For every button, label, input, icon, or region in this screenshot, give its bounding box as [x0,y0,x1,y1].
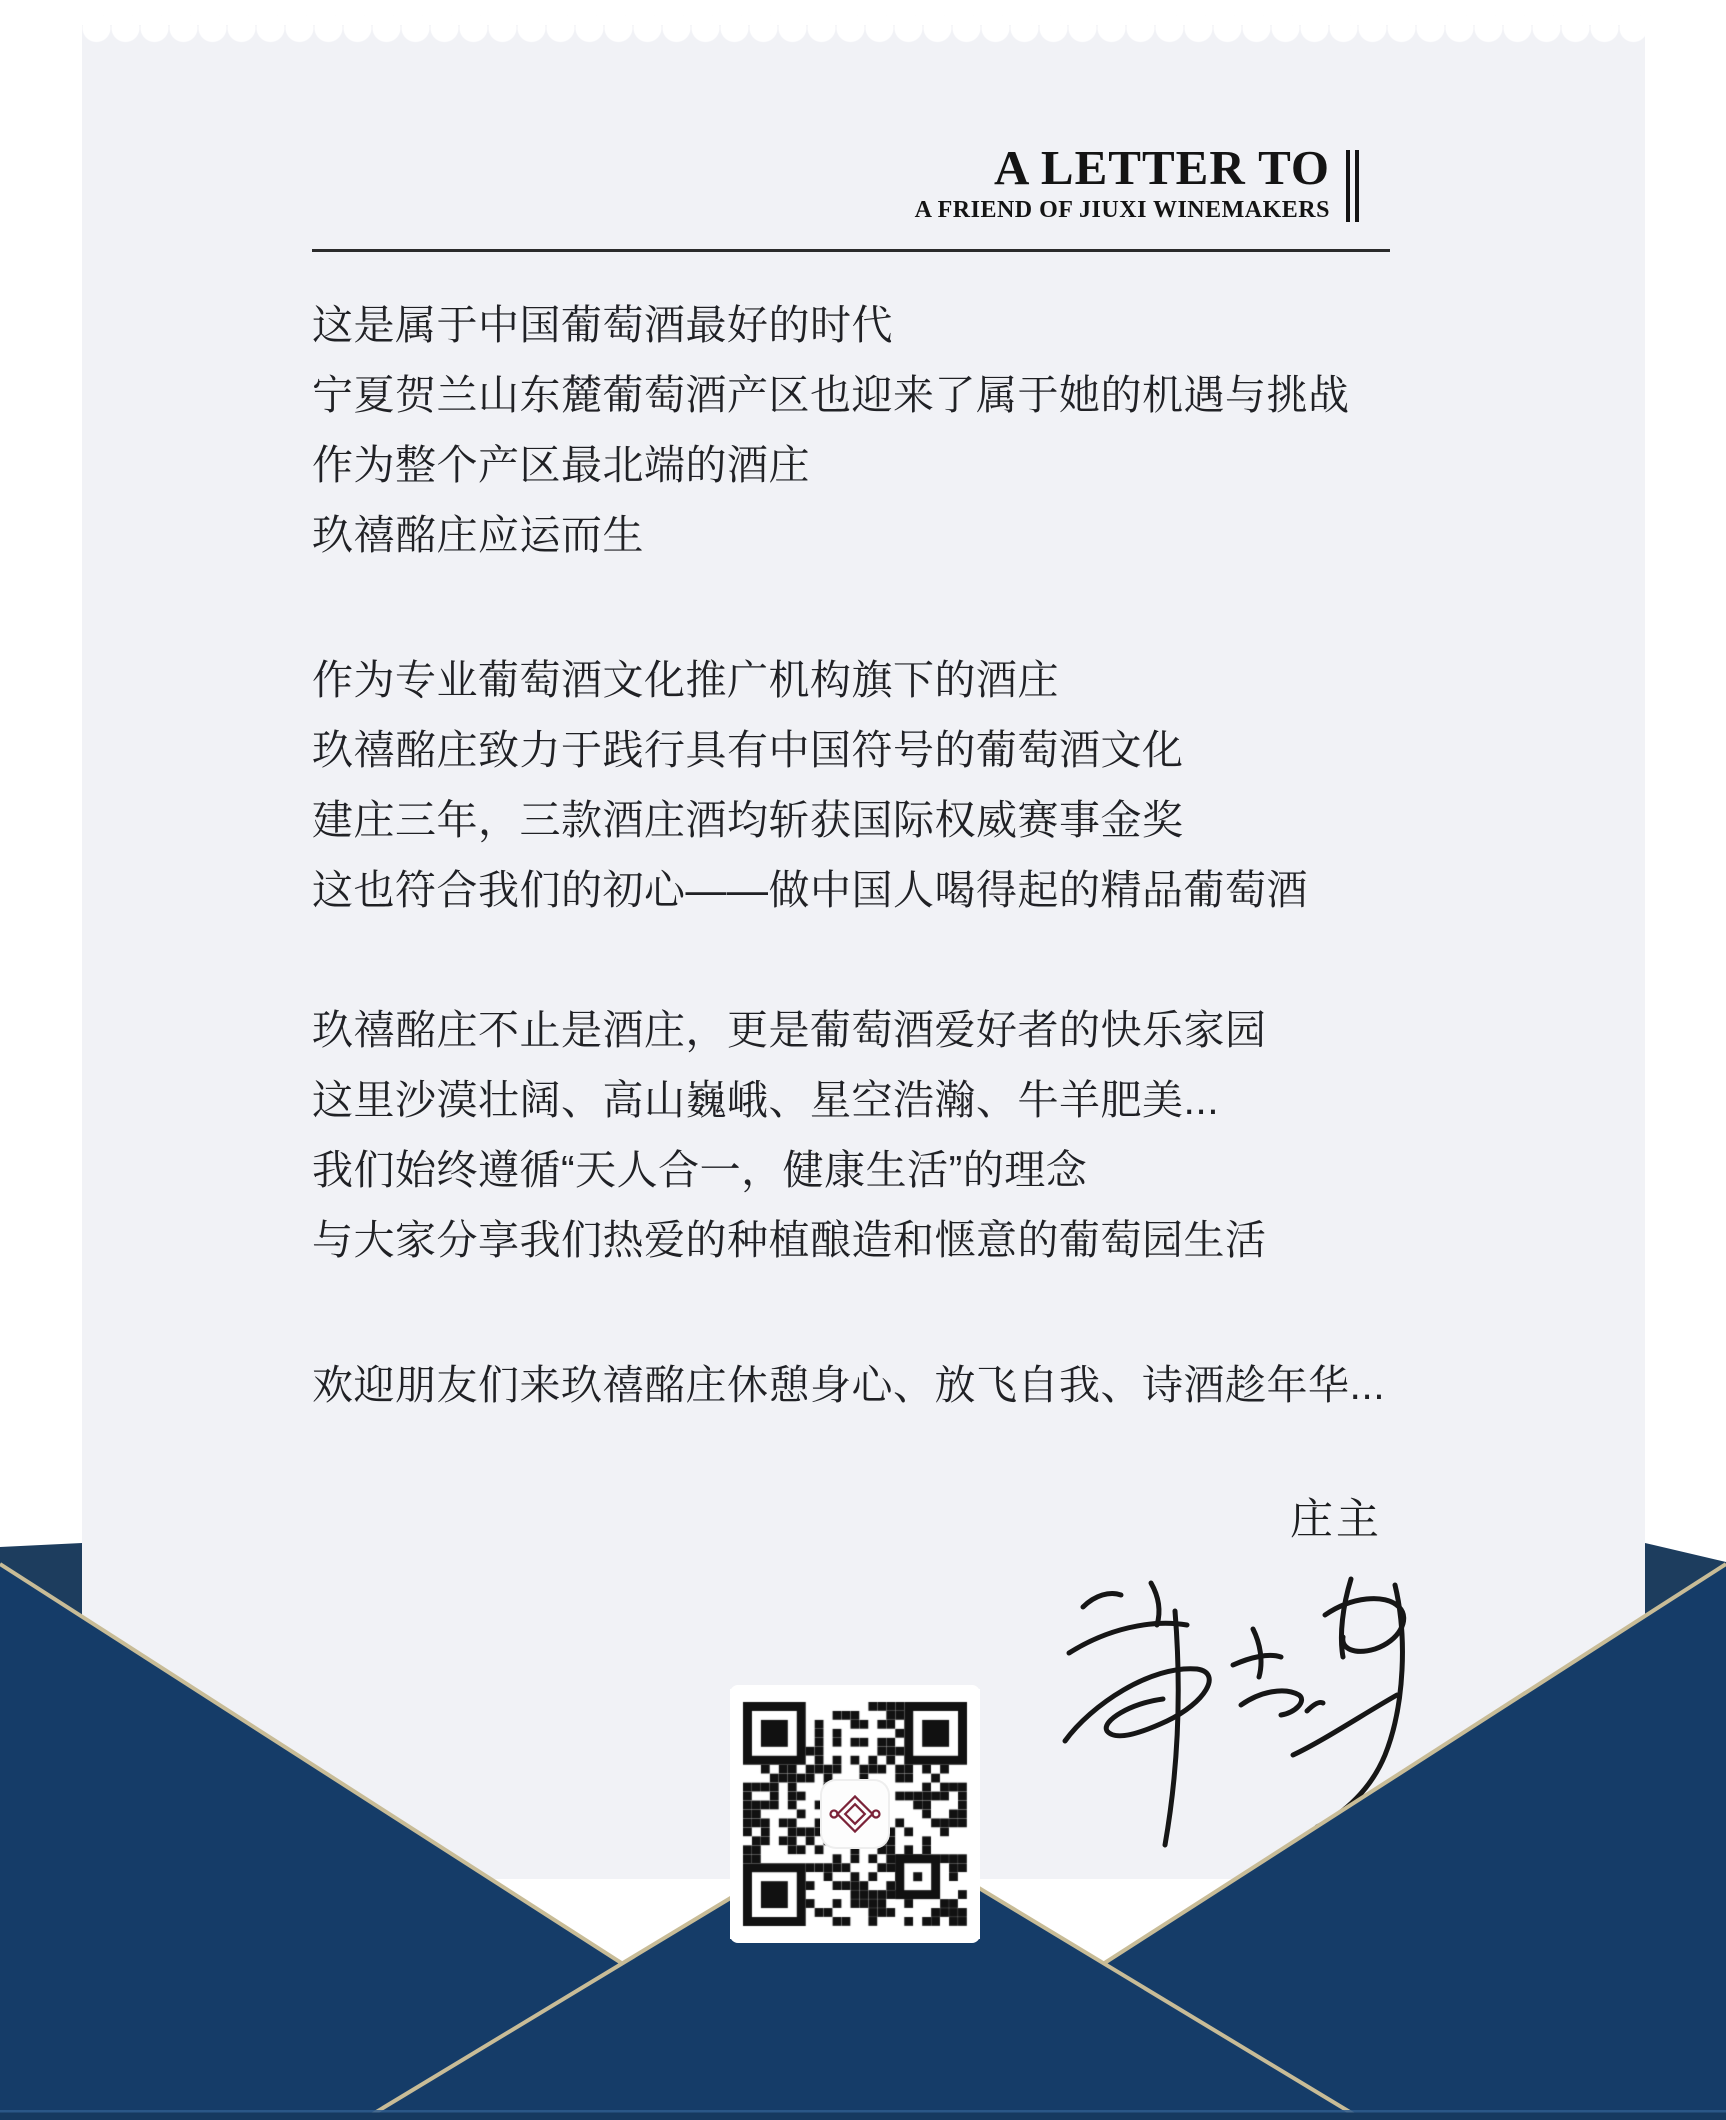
letter-line: 玖禧酩庄应运而生 [312,512,644,558]
paragraph-2 [312,645,1308,925]
letter-subtitle: A FRIEND OF JIUXI WINEMAKERS [914,197,1330,223]
letter-line: 玖禧酩庄不止是酒庄，更是葡萄酒爱好者的快乐家园 [312,1007,1267,1053]
letter-line: 这是属于中国葡萄酒最好的时代 [312,302,893,348]
diamond-lattice-emblem-icon [827,1786,883,1842]
paragraph-4 [312,1350,1385,1420]
scalloped-torn-edge-icon [82,14,1645,44]
letter-line: 建庄三年，三款酒庄酒均斩获国际权威赛事金奖 [312,797,1184,843]
envelope-base-line [0,2110,1726,2113]
letter-line: 玖禧酩庄致力于践行具有中国符号的葡萄酒文化 [312,727,1184,773]
letter-line: 作为整个产区最北端的酒庄 [312,442,810,488]
header-divider [312,249,1390,252]
letter-title: A LETTER TO [993,140,1330,195]
letter-line: 欢迎朋友们来玖禧酩庄休憩身心、放飞自我、诗酒趁年华... [312,1362,1386,1408]
envelope-base-band [0,2113,1726,2120]
letter-line: 我们始终遵循“天人合一，健康生活”的理念 [312,1147,1088,1193]
owner-handwritten-signature [1055,1545,1435,1865]
letter-line: 这里沙漠壮阔、高山巍峨、星空浩瀚、牛羊肥美... [312,1077,1220,1123]
letter-line: 与大家分享我们热爱的种植酿造和惬意的葡萄园生活 [312,1217,1267,1263]
qr-center-logo [822,1781,888,1847]
qr-code [730,1685,980,1943]
double-vertical-bars-icon [1346,150,1359,222]
letter-line: 这也符合我们的初心——做中国人喝得起的精品葡萄酒 [312,867,1308,913]
letter-line: 作为专业葡萄酒文化推广机构旗下的酒庄 [312,657,1059,703]
envelope-inner-right [1645,1543,1726,1617]
paragraph-3 [312,995,1267,1275]
envelope-inner-left [0,1543,82,1624]
letter-line: 宁夏贺兰山东麓葡萄酒产区也迎来了属于她的机遇与挑战 [312,372,1350,418]
owner-title-label: 庄主 [1290,1496,1382,1544]
paragraph-1 [312,290,1350,570]
